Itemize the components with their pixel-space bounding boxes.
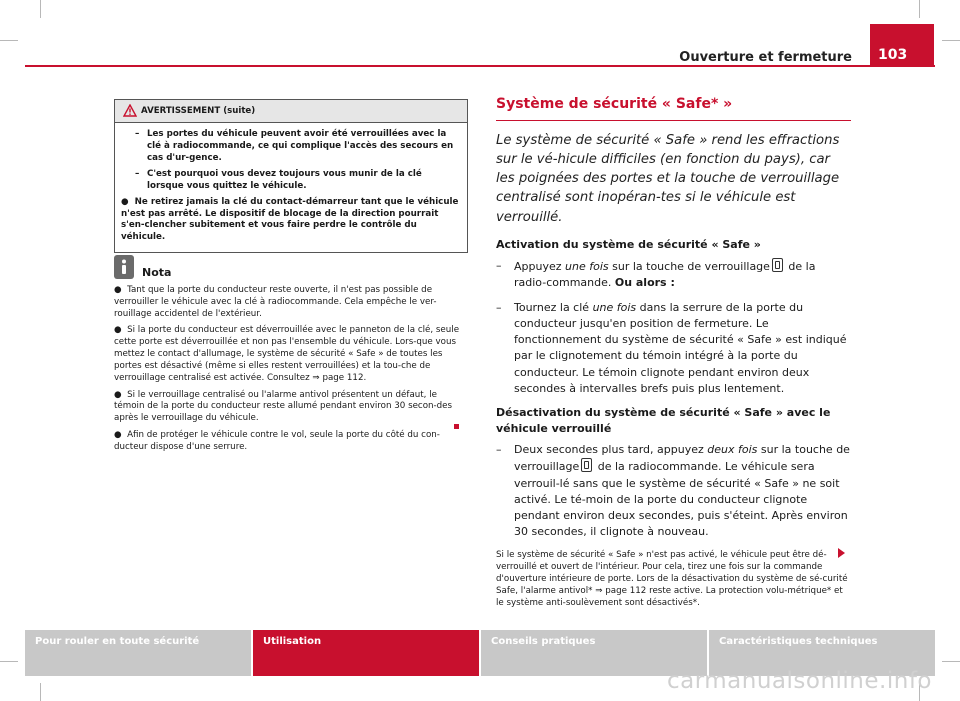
page-number: 103 <box>870 24 934 67</box>
continue-arrow-icon <box>838 548 845 558</box>
bullet-marker: ● <box>114 285 128 295</box>
section-title: Système de sécurité « Safe* » <box>496 96 851 121</box>
step-text: sur la touche de verrouillage <box>514 443 850 474</box>
step-emphasis: une fois <box>565 260 609 274</box>
header-rule <box>25 65 935 67</box>
crop-mark <box>0 661 18 662</box>
watermark: carmanualsonline.info <box>666 668 932 694</box>
dash-marker: – <box>135 168 140 179</box>
warning-header <box>115 100 467 123</box>
note-item-text: Si le verrouillage centralisé ou l'alarme antivol présentent un défaut, le témoin de la porte du conducteur reste allumé pendant environ 30 secon-des après le verrouillage du véhicule. <box>114 389 453 424</box>
warning-triangle-icon <box>123 104 137 117</box>
warning-dash-item <box>121 129 461 165</box>
note-section <box>114 253 468 459</box>
bullet-marker: ● <box>114 325 128 336</box>
step-text: de la radio-commande. <box>514 260 816 290</box>
chapter-tab[interactable]: Caractéristiques techniques <box>709 630 935 676</box>
warning-heading: AVERTISSEMENT (suite) <box>141 106 256 116</box>
note-item-text: Si la porte du conducteur est déverrouillée avec le panneton de la clé, seule cette porte est déverrouillée et non pas l'ensemble du véhicule. Lors-que vous mettez le contact d'allumage, le système de sécurité « Safe » de toutes les portes est désactivé (même si elles restent verrouillées) et la tou-che de verrouillage centralisé est activée. Consultez ⇒ page 112. <box>114 325 460 383</box>
step-text: dans la serrure de la porte du conducteur jusqu'en position de fermeture. Le fonctionnement du système de sécurité « Safe » est indiqué par le clignotement du témoin intégré à la porte du conducteur. Le témoin clignote pendant environ deux secondes à intervalles brefs puis plus lentement. <box>514 300 847 395</box>
bullet-marker: ● <box>121 196 135 207</box>
warning-box <box>114 99 468 253</box>
closing-paragraph: Si le système de sécurité « Safe » n'est pas activé, le véhicule peut être dé-verrouillé et ouvert de l'intérieur. Pour cela, tirez une fois sur la commande d'ouverture intérieure de porte. Lors de la désactivation du système de sé-curité Safe, l'alarme antivol* ⇒ page 112 reste active. La protection volu-métrique* et le système anti-soulèvement sont désactivés*. <box>496 549 848 608</box>
chapter-tab[interactable]: Conseils pratiques <box>481 630 707 676</box>
crop-mark <box>40 683 41 701</box>
note-item <box>114 430 468 454</box>
step-strong: Ou alors : <box>614 276 675 290</box>
note-header <box>114 253 468 279</box>
main-column <box>496 96 851 609</box>
warning-dash-item <box>121 169 461 193</box>
dash-marker: – <box>135 129 140 139</box>
note-item-text: Tant que la porte du conducteur reste ouverte, il n'est pas possible de verrouiller le véhicule avec la clé à radiocommande. Cela empêche le ver-rouillage accidentel de l'extérieur. <box>114 285 437 319</box>
note-label: Nota <box>142 266 172 279</box>
crop-mark <box>942 661 960 662</box>
step-text: Tournez la clé <box>514 300 593 314</box>
info-note-icon <box>114 255 134 279</box>
dash-marker: – <box>496 300 502 314</box>
note-item <box>114 325 468 384</box>
section-intro: Le système de sécurité « Safe » rend les effractions sur le vé-hicule difficiles (en fonction du pays), car les poignées des portes et la touche de verrouillage centralisé sont inopéran-tes si le véhicule est verrouillé. <box>496 133 840 225</box>
crop-mark <box>919 0 920 18</box>
warning-bullet-item <box>121 197 461 245</box>
chapter-tab-active[interactable]: Utilisation <box>253 630 479 676</box>
note-item-text: Afin de protéger le véhicule contre le vol, seule la porte du côté du con-ducteur dispose d'une serrure. <box>114 430 440 452</box>
step-text: Appuyez <box>514 260 566 274</box>
dash-marker: – <box>496 443 502 456</box>
note-item <box>114 285 468 320</box>
note-body <box>114 285 468 454</box>
step-text: sur la touche de verrouillage <box>608 260 770 274</box>
step-emphasis: deux fois <box>707 443 758 456</box>
crop-mark <box>40 0 41 18</box>
crop-mark <box>0 40 18 41</box>
bullet-marker: ● <box>114 389 128 400</box>
warning-item-text: Les portes du véhicule peuvent avoir été verrouillées avec la clé à radiocommande, ce qui complique l'accès des secours en cas d'ur-gence. <box>147 129 454 163</box>
lock-key-icon <box>581 458 592 472</box>
activation-heading: Activation du système de sécurité « Safe » <box>496 237 761 251</box>
crop-mark <box>942 40 960 41</box>
activation-step <box>496 258 851 292</box>
activation-step <box>496 300 851 398</box>
warning-item-text: C'est pourquoi vous devez toujours vous munir de la clé lorsque vous quittez le véhicule. <box>147 168 422 191</box>
deactivation-heading: Désactivation du système de sécurité « Safe » avec le véhicule verrouillé <box>496 406 831 435</box>
bullet-marker: ● <box>114 430 128 441</box>
deactivation-step <box>496 442 851 541</box>
step-text: de la radiocommande. Le véhicule sera verrouil-lé sans que le système de sécurité « Safe » ne soit activé. Le té-moin de la porte du conducteur clignote pendant environ deux secondes, puis s'éteint. Après environ 30 secondes, il clignote à nouveau. <box>514 460 848 539</box>
section-end-marker <box>454 424 459 429</box>
page-header-title: Ouverture et fermeture <box>679 50 852 65</box>
chapter-tab[interactable]: Pour rouler en toute sécurité <box>25 630 251 676</box>
warning-bullet-text: Ne retirez jamais la clé du contact-démarreur tant que le véhicule n'est pas arrêté. Le dispositif de blocage de la direction pourrait s'en-clencher subitement et vous faire perdre le contrôle du véhicule. <box>121 196 459 243</box>
warning-body <box>115 123 467 252</box>
step-emphasis: une fois <box>592 300 637 314</box>
lock-key-icon <box>772 258 783 272</box>
dash-marker: – <box>496 259 502 273</box>
note-item <box>114 390 468 425</box>
step-text: Deux secondes plus tard, appuyez <box>514 443 708 456</box>
